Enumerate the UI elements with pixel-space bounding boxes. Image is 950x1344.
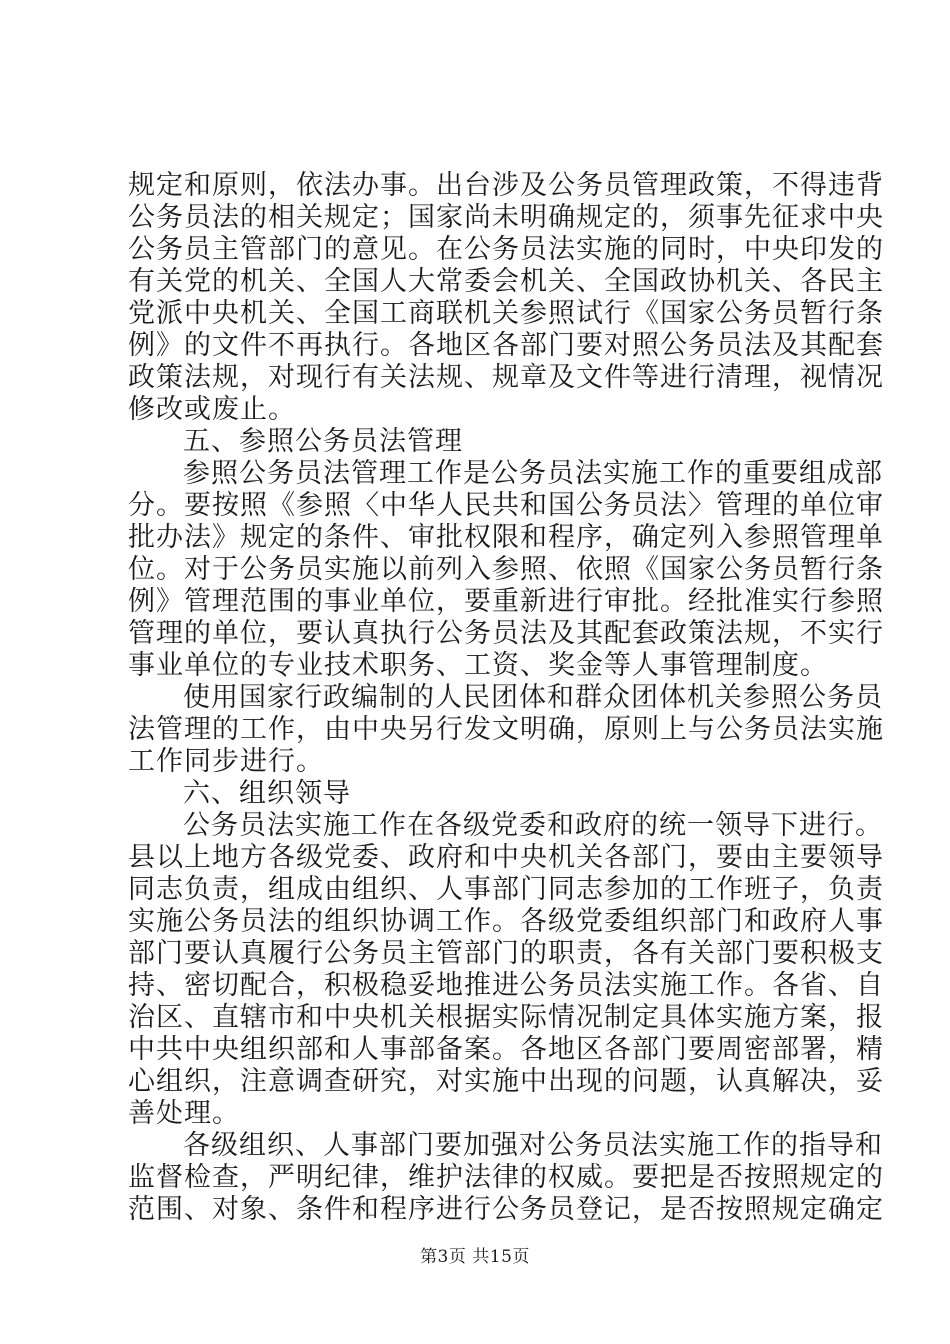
text-line: 使用国家行政编制的人民团体和群众团体机关参照公务员 [183,682,883,713]
text-line: 善处理。 [128,1098,240,1129]
text-line: 工作同步进行。 [128,746,324,777]
text-line: 心组织，注意调查研究，对实施中出现的问题，认真解决，妥 [128,1066,884,1097]
text-line: 公务员主管部门的意见。在公务员法实施的同时，中央印发的 [128,234,884,265]
heading-text: 六、组织领导 [183,778,351,809]
text-line: 县以上地方各级党委、政府和中央机关各部门，要由主要领导 [128,842,884,873]
text-line: 管理的单位，要认真执行公务员法及其配套政策法规，不实行 [128,618,884,649]
section-heading [128,778,828,810]
text-line: 持、密切配合，积极稳妥地推进公务员法实施工作。各省、自 [128,970,884,1001]
paragraph [128,1130,884,1226]
text-line: 公务员法实施工作在各级党委和政府的统一领导下进行。 [183,810,883,841]
text-line: 实施公务员法的组织协调工作。各级党委组织部门和政府人事 [128,906,884,937]
text-line: 事业单位的专业技术职务、工资、奖金等人事管理制度。 [128,650,828,681]
text-line: 位。对于公务员实施以前列入参照、依照《国家公务员暂行条 [128,554,884,585]
text-line: 党派中央机关、全国工商联机关参照试行《国家公务员暂行条 [128,298,884,329]
text-line: 政策法规，对现行有关法规、规章及文件等进行清理，视情况 [128,362,884,393]
text-line: 中共中央组织部和人事部备案。各地区各部门要周密部署，精 [128,1034,884,1065]
text-line: 部门要认真履行公务员主管部门的职责，各有关部门要积极支 [128,938,884,969]
text-line: 有关党的机关、全国人大常委会机关、全国政协机关、各民主 [128,266,884,297]
paragraph [128,810,884,1130]
document-body [128,170,884,1226]
text-line: 各级组织、人事部门要加强对公务员法实施工作的指导和 [183,1130,883,1161]
text-line: 规定和原则，依法办事。出台涉及公务员管理政策，不得违背 [128,170,884,201]
section-heading [128,426,828,458]
heading-text: 五、参照公务员法管理 [183,426,463,457]
text-line: 分。要按照《参照〈中华人民共和国公务员法〉管理的单位审 [128,490,884,521]
paragraph [128,458,884,682]
text-line: 治区、直辖市和中央机关根据实际情况制定具体实施方案，报 [128,1002,884,1033]
paragraph [128,682,884,778]
page-footer: 第3页 共15页 [420,1247,530,1267]
text-line: 范围、对象、条件和程序进行公务员登记，是否按照规定确定 [128,1194,884,1225]
paragraph [128,170,884,426]
text-line: 公务员法的相关规定；国家尚未明确规定的，须事先征求中央 [128,202,884,233]
text-line: 批办法》规定的条件、审批权限和程序，确定列入参照管理单 [128,522,884,553]
text-line: 监督检查，严明纪律，维护法律的权威。要把是否按照规定的 [128,1162,884,1193]
text-line: 例》的文件不再执行。各地区各部门要对照公务员法及其配套 [128,330,884,361]
text-line: 修改或废止。 [128,394,296,425]
text-line: 法管理的工作，由中央另行发文明确，原则上与公务员法实施 [128,714,884,745]
text-line: 参照公务员法管理工作是公务员法实施工作的重要组成部 [183,458,883,489]
text-line: 例》管理范围的事业单位，要重新进行审批。经批准实行参照 [128,586,884,617]
text-line: 同志负责，组成由组织、人事部门同志参加的工作班子，负责 [128,874,884,905]
